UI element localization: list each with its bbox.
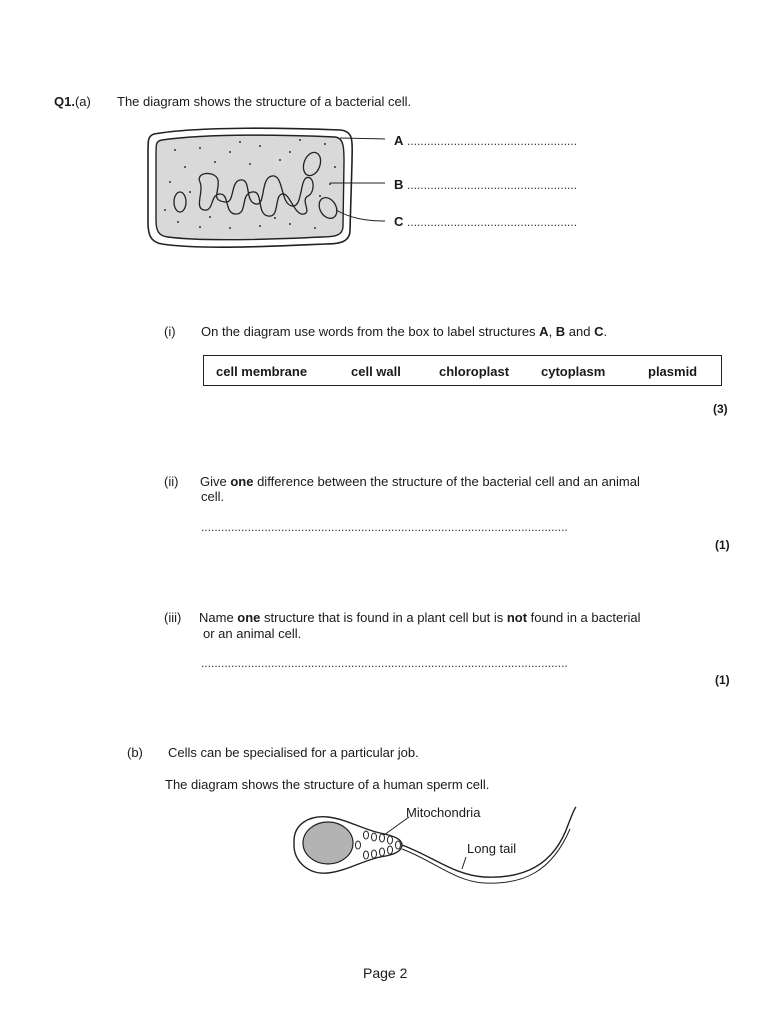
sub-ii-number: (ii) [164,474,179,489]
label-c: C [394,214,404,229]
sub-ii-text: Give one difference between the structure of the bacterial cell and an animal [200,474,640,489]
page-number: Page 2 [363,965,408,981]
word-cell-wall: cell wall [351,364,401,379]
sub-iii-text: Name one structure that is found in a plant cell but is not found in a bacterial [199,610,641,625]
sub-iii-answer-line[interactable]: .............................................................................................................. [201,656,568,670]
label-a: A [394,133,404,148]
tail-leader [462,857,466,869]
long-tail-label: Long tail [467,841,517,856]
sub-i-text: On the diagram use words from the box to label structures A, B and C. [201,324,608,339]
sub-iii-text-line2: or an animal cell. [203,626,302,641]
word-plasmid: plasmid [648,364,698,379]
sperm-nucleus [303,822,353,864]
word-box [203,355,722,386]
label-c-row [394,214,577,229]
word-cytoplasm: cytoplasm [541,364,606,379]
label-c-answer-line[interactable]: ................................................... [407,215,578,229]
label-a-row [394,133,577,148]
label-b-row [394,177,577,192]
part-b-label: (b) [127,745,143,760]
sub-ii-text-line2: cell. [201,489,225,504]
part-b-intro: The diagram shows the structure of a human sperm cell. [165,777,490,792]
leader-a [340,138,385,139]
word-chloroplast: chloroplast [439,364,510,379]
label-b-answer-line[interactable]: ................................................... [407,178,578,192]
bacterial-cell-diagram [140,122,410,252]
sub-i-marks: (3) [713,402,728,416]
label-b: B [394,177,404,192]
part-a-intro: The diagram shows the structure of a bacterial cell. [117,94,412,109]
question-number: Q1.(a) [54,94,91,109]
word-cell-membrane: cell membrane [216,364,308,379]
sub-i-number: (i) [164,324,176,339]
cell-membrane-outline [156,135,344,240]
label-a-answer-line[interactable]: ................................................... [407,134,578,148]
sub-iii-number: (iii) [164,610,182,625]
mitochondria-label: Mitochondria [406,805,481,820]
part-a-label: (a) [74,94,91,109]
sub-ii-marks: (1) [715,538,730,552]
sub-ii-answer-line[interactable]: .............................................................................................................. [201,520,568,534]
part-b-text: Cells can be specialised for a particular job. [168,745,419,760]
sub-iii-marks: (1) [715,673,730,687]
